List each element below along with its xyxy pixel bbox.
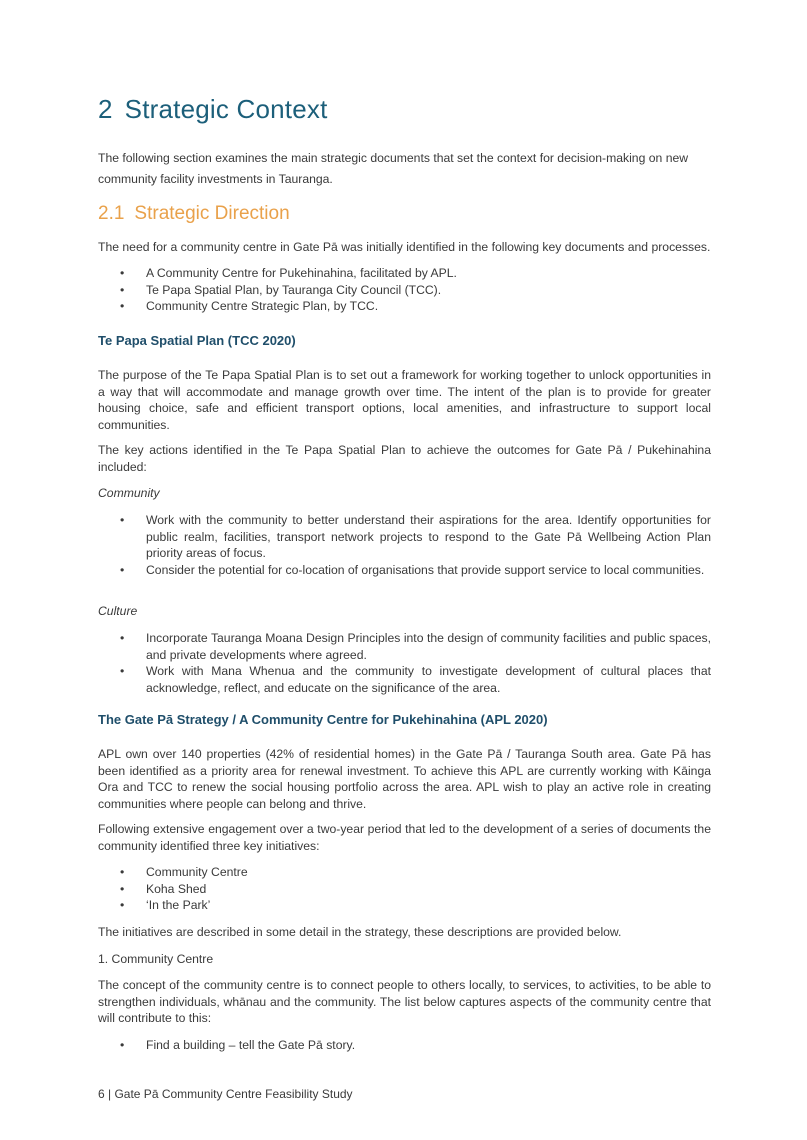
list-item: • A Community Centre for Pukehinahina, facilitated by APL. (98, 265, 711, 282)
list-item: • Community Centre Strategic Plan, by TCC. (98, 298, 711, 315)
te-papa-heading: Te Papa Spatial Plan (TCC 2020) (98, 333, 296, 348)
community-list (98, 512, 711, 578)
gate-pa-para1: APL own over 140 properties (42% of residential homes) in the Gate Pā / Tauranga South area. Gate Pā has been identified as a priority area for renewal investment. To achieve this APL are currently working with Kāinga Ora and TCC to renew the social housing portfolio across the area. APL wish to play an active role in creating communities where people can belong and thrive. (98, 747, 711, 811)
te-papa-para1: The purpose of the Te Papa Spatial Plan is to set out a framework for working together to unlock opportunities in a way that will accommodate and manage growth over time. The intent of the plan is to provide for greater housing choice, safe and efficient transport options, local amenities, and infrastructure to support local communities. (98, 368, 711, 432)
subsection-number: 2.1 (98, 203, 125, 224)
culture-label: Culture (98, 604, 138, 618)
list-item: • Work with the community to better understand their aspirations for the area. Identify opportunities for public realm, facilities, transport network projects to respond to the Gate Pā Wellbeing Action Plan priority areas of focus. (98, 512, 711, 562)
culture-list (98, 630, 711, 696)
direction-intro: The need for a community centre in Gate Pā was initially identified in the following key documents and processes. (98, 240, 711, 254)
gate-pa-para2: Following extensive engagement over a two-year period that led to the development of a series of documents the community identified three key initiatives: (98, 822, 711, 853)
community-centre-label: 1. Community Centre (98, 952, 214, 966)
community-label: Community (98, 486, 160, 500)
page-footer: 6 | Gate Pā Community Centre Feasibility Study (98, 1087, 353, 1101)
list-item: • ‘In the Park’ (98, 897, 711, 914)
list-item: • Te Papa Spatial Plan, by Tauranga City Council (TCC). (98, 282, 711, 299)
subsection-title: Strategic Direction (134, 203, 290, 224)
subsection-heading (98, 203, 290, 225)
list-item: • Work with Mana Whenua and the community to investigate development of cultural places that acknowledge, reflect, and educate on the significance of the area. (98, 663, 711, 696)
list-item: • Koha Shed (98, 881, 711, 898)
initiatives-list (98, 864, 711, 914)
list-item: • Consider the potential for co-location of organisations that provide support service to local communities. (98, 562, 711, 579)
list-item: • Incorporate Tauranga Moana Design Principles into the design of community facilities and public spaces, and private developments where agreed. (98, 630, 711, 663)
te-papa-para2: The key actions identified in the Te Papa Spatial Plan to achieve the outcomes for Gate Pā / Pukehinahina included: (98, 443, 711, 474)
gate-pa-para3: The initiatives are described in some detail in the strategy, these descriptions are provided below. (98, 925, 622, 939)
list-item: • Find a building – tell the Gate Pā story. (98, 1037, 711, 1054)
section-heading (98, 94, 328, 125)
list-item: • Community Centre (98, 864, 711, 881)
gate-pa-heading: The Gate Pā Strategy / A Community Centre for Pukehinahina (APL 2020) (98, 712, 548, 727)
gate-pa-para4: The concept of the community centre is to connect people to others locally, to services, to activities, to be able to strengthen individuals, whānau and the community. The list below captures aspects of the community centre that will contribute to this: (98, 978, 711, 1025)
aspects-list (98, 1037, 711, 1054)
section-title: Strategic Context (124, 94, 328, 124)
intro-paragraph: The following section examines the main strategic documents that set the context for decision-making on new community facility investments in Tauranga. (98, 151, 689, 186)
key-documents-list (98, 265, 711, 315)
section-number: 2 (98, 94, 113, 124)
